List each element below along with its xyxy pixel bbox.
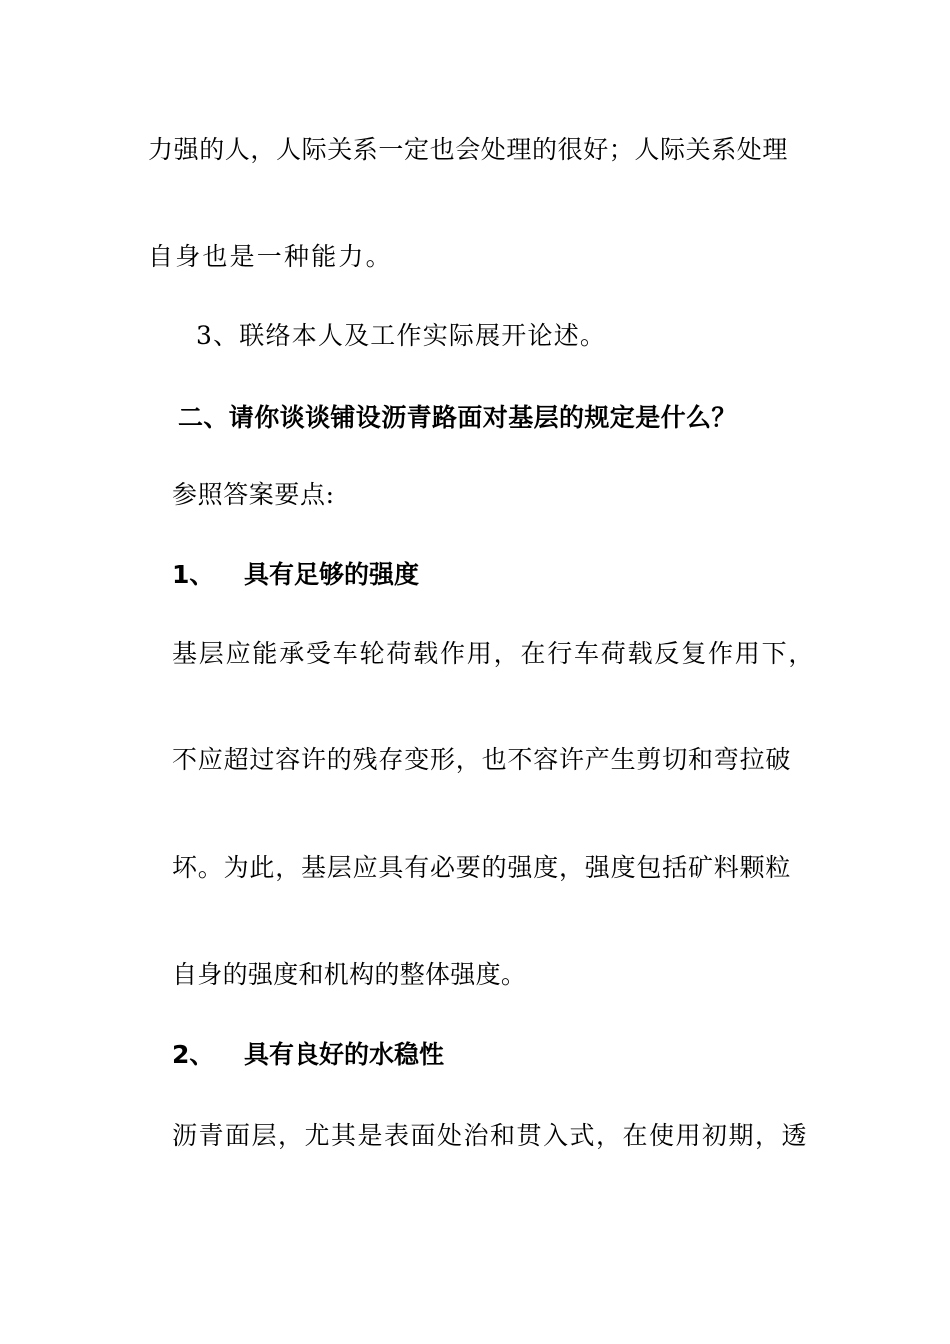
section-heading: 二、请你谈谈铺设沥青路面对基层的规定是什么？: [178, 403, 737, 432]
point-title: 具有足够的强度: [244, 560, 420, 589]
point-heading-2: [172, 1039, 444, 1071]
body-text-line: 不应超过容许的残存变形，也不容许产生剪切和弯拉破: [172, 745, 792, 774]
body-text-line: 基层应能承受车轮荷载作用，在行车荷载反复作用下，: [172, 639, 816, 668]
point-number: 2、: [172, 1040, 215, 1069]
body-text-line: 3、联络本人及工作实际展开论述。: [196, 321, 607, 350]
body-text-line: 自身的强度和机构的整体强度。: [172, 960, 527, 989]
body-text-line: 沥青面层，尤其是表面处治和贯入式，在使用初期，透: [172, 1121, 809, 1150]
answer-intro: 参照答案要点:: [172, 480, 335, 509]
point-title: 具有良好的水稳性: [244, 1040, 445, 1069]
point-heading-1: [172, 559, 419, 591]
body-text-line: 坏。为此，基层应具有必要的强度，强度包括矿料颗粒: [172, 853, 792, 882]
body-text-line: 力强的人，人际关系一定也会处理的很好；人际关系处理: [148, 135, 789, 164]
body-text-line: 自身也是一种能力。: [148, 242, 393, 271]
point-number: 1、: [172, 560, 215, 589]
